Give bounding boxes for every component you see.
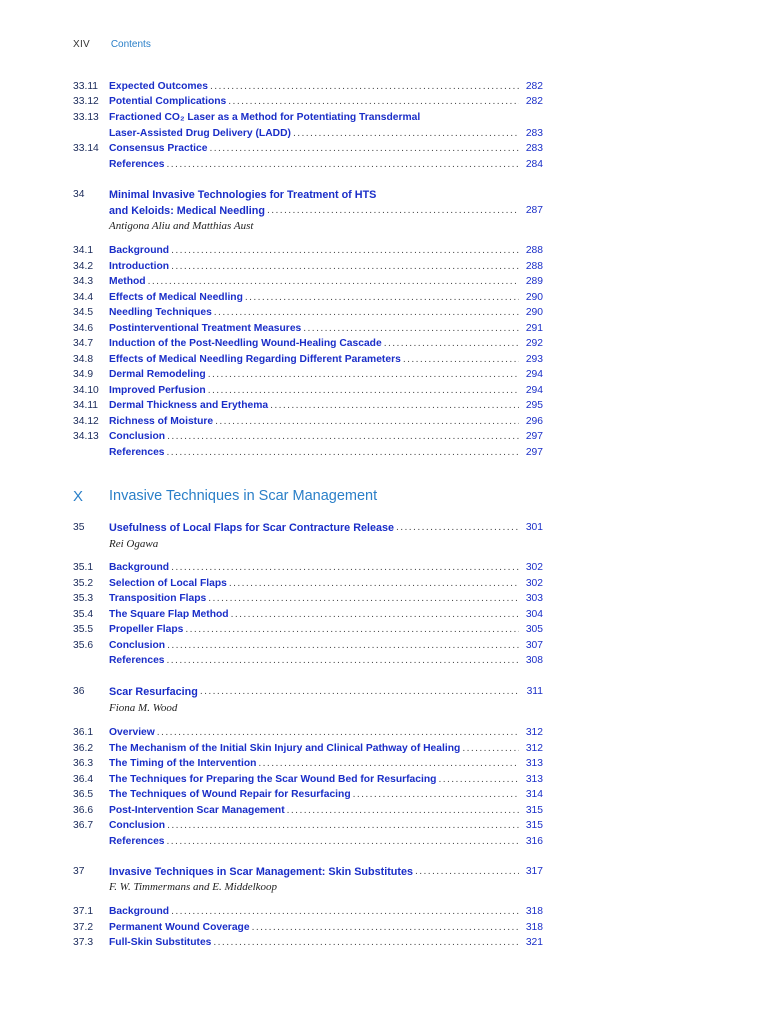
dot-leader — [157, 725, 519, 740]
page-number[interactable]: 318 — [525, 906, 543, 917]
toc-section-entry[interactable] — [73, 94, 543, 109]
toc-section-entry[interactable] — [73, 290, 543, 305]
chapter-authors: Fiona M. Wood — [109, 702, 178, 714]
entry-title-link[interactable]: Overview — [109, 727, 155, 738]
toc-section-entry[interactable] — [73, 787, 543, 802]
entry-number: 34.3 — [73, 276, 94, 287]
entry-number: 34.8 — [73, 354, 94, 365]
entry-leader — [109, 157, 525, 172]
entry-number: 34.1 — [73, 245, 94, 256]
entry-leader — [109, 560, 525, 575]
page-number[interactable]: 316 — [525, 836, 543, 847]
page-number[interactable]: 302 — [525, 578, 543, 589]
entry-title-link[interactable]: Dermal Thickness and Erythema — [109, 400, 269, 411]
entry-number: 35.1 — [73, 562, 94, 573]
page-number[interactable]: 282 — [525, 81, 543, 92]
entry-title-link[interactable]: Needling Techniques — [109, 307, 212, 318]
dot-leader — [171, 560, 519, 575]
dot-leader — [209, 141, 519, 156]
toc-section-entry[interactable] — [73, 591, 543, 606]
dot-leader — [208, 383, 519, 398]
dot-leader — [167, 157, 519, 172]
entry-number: 34.9 — [73, 369, 94, 380]
dot-leader — [228, 94, 519, 109]
entry-title-link[interactable]: The Techniques of Wound Repair for Resurfacing — [109, 789, 351, 800]
entry-leader — [109, 243, 525, 258]
entry-number: 33.14 — [73, 143, 99, 154]
page-number[interactable]: 287 — [525, 205, 543, 216]
page-number[interactable]: 289 — [525, 276, 543, 287]
dot-leader — [229, 576, 519, 591]
dot-leader — [231, 607, 519, 622]
toc-section-entry[interactable] — [73, 79, 543, 94]
dot-leader — [171, 259, 519, 274]
toc-section-entry[interactable] — [73, 772, 543, 787]
entry-title-link[interactable]: Dermal Remodeling — [109, 369, 206, 380]
entry-number: 34 — [73, 189, 85, 200]
entry-number: 36.6 — [73, 805, 94, 816]
entry-number — [73, 203, 109, 219]
page-number[interactable]: 317 — [525, 866, 543, 877]
entry-leader — [109, 290, 525, 305]
entry-number: 35.5 — [73, 624, 94, 635]
page-number[interactable]: 283 — [525, 128, 543, 139]
toc-section-entry[interactable] — [73, 576, 543, 591]
entry-leader — [109, 398, 525, 413]
entry-leader — [109, 445, 525, 460]
dot-leader — [167, 638, 519, 653]
dot-leader — [462, 741, 519, 756]
toc-section-entry[interactable] — [73, 321, 543, 336]
entry-title-link[interactable]: Laser-Assisted Drug Delivery (LADD) — [109, 128, 291, 139]
entry-number: 35.6 — [73, 640, 94, 651]
toc-section-entry[interactable] — [73, 756, 543, 771]
entry-leader — [109, 803, 525, 818]
entry-title-link[interactable]: Method — [109, 276, 146, 287]
entry-title-link[interactable]: Conclusion — [109, 820, 166, 831]
dot-leader — [148, 274, 519, 289]
entry-leader — [109, 414, 525, 429]
part-title[interactable]: Invasive Techniques in Scar Management — [109, 488, 378, 504]
entry-title-link[interactable]: Fractioned CO₂ Laser as a Method for Potentiating Transdermal — [109, 112, 421, 123]
entry-number: 33.13 — [73, 112, 99, 123]
page-number[interactable]: 301 — [525, 522, 543, 533]
toc-section-entry[interactable] — [73, 367, 543, 382]
entry-title-link[interactable]: Background — [109, 562, 170, 573]
dot-leader — [438, 772, 519, 787]
page-number[interactable]: 291 — [525, 323, 543, 334]
entry-leader — [109, 520, 525, 536]
page-number[interactable]: 304 — [525, 609, 543, 620]
chapter-authors: F. W. Timmermans and E. Middelkoop — [109, 881, 278, 893]
running-title: Contents — [110, 39, 151, 50]
entry-leader — [109, 352, 525, 367]
dot-leader — [303, 321, 519, 336]
dot-leader — [210, 79, 519, 94]
toc-chapter-entry[interactable] — [73, 684, 543, 700]
page-number[interactable]: 303 — [525, 593, 543, 604]
dot-leader — [171, 904, 519, 919]
entry-number: 34.7 — [73, 338, 94, 349]
chapter-authors: Rei Ogawa — [109, 538, 159, 550]
dot-leader — [270, 398, 519, 413]
entry-number: 33.12 — [73, 96, 99, 107]
page-number[interactable]: 307 — [525, 640, 543, 651]
entry-leader — [109, 110, 525, 125]
toc-section-entry[interactable] — [73, 741, 543, 756]
toc-section-entry[interactable] — [73, 414, 543, 429]
entry-leader — [109, 274, 525, 289]
toc-section-entry[interactable] — [73, 274, 543, 289]
page-number[interactable]: 313 — [525, 758, 543, 769]
entry-title-link[interactable]: References — [109, 447, 165, 458]
page-number[interactable]: 288 — [525, 261, 543, 272]
toc-section-entry[interactable] — [73, 622, 543, 637]
dot-leader — [213, 935, 519, 950]
entry-number: 33.11 — [73, 81, 99, 92]
page-number[interactable]: 290 — [525, 292, 543, 303]
page-number[interactable]: 313 — [525, 774, 543, 785]
entry-leader — [109, 864, 525, 880]
entry-title-link[interactable]: Improved Perfusion — [109, 385, 206, 396]
dot-leader — [208, 367, 519, 382]
entry-title-link[interactable]: Invasive Techniques in Scar Management: Skin Substitutes — [109, 866, 413, 878]
entry-title-link[interactable]: The Mechanism of the Initial Skin Injury and Clinical Pathway of Healing — [109, 743, 461, 754]
toc-section-entry[interactable] — [73, 259, 543, 274]
dot-leader — [403, 352, 519, 367]
page-number[interactable]: 318 — [525, 922, 543, 933]
dot-leader — [171, 243, 519, 258]
entry-title-link[interactable]: The Square Flap Method — [109, 609, 229, 620]
entry-title-link[interactable]: References — [109, 836, 165, 847]
toc-section-entry[interactable] — [73, 398, 543, 413]
page-number[interactable] — [525, 187, 543, 203]
entry-number: 36 — [73, 686, 85, 697]
page-number[interactable]: 305 — [525, 624, 543, 635]
toc-section-entry[interactable] — [73, 920, 543, 935]
entry-leader — [109, 367, 525, 382]
entry-title-link[interactable]: Propeller Flaps — [109, 624, 184, 635]
dot-leader — [267, 203, 519, 219]
entry-title-link[interactable]: Scar Resurfacing — [109, 686, 198, 698]
entry-leader — [109, 383, 525, 398]
toc-section-entry[interactable] — [73, 638, 543, 653]
entry-leader — [109, 126, 525, 141]
entry-leader — [109, 725, 525, 740]
entry-number: 35 — [73, 522, 85, 533]
dot-leader — [353, 787, 519, 802]
entry-leader — [109, 741, 525, 756]
entry-number: 37.3 — [73, 937, 94, 948]
toc-section-entry[interactable] — [73, 126, 543, 141]
entry-number: 36.3 — [73, 758, 94, 769]
dot-leader — [245, 290, 519, 305]
entry-number: 34.12 — [73, 416, 99, 427]
entry-title-link[interactable]: Background — [109, 245, 170, 256]
page-number[interactable]: 312 — [525, 743, 543, 754]
entry-title-link[interactable]: Full-Skin Substitutes — [109, 937, 212, 948]
dot-leader — [167, 445, 519, 460]
entry-title-link[interactable]: Transposition Flaps — [109, 593, 207, 604]
entry-number — [73, 126, 109, 141]
entry-number — [73, 834, 109, 849]
part-number: X — [73, 487, 84, 505]
toc-section-entry[interactable] — [73, 803, 543, 818]
entry-number: 36.2 — [73, 743, 94, 754]
entry-title-link[interactable]: Consensus Practice — [109, 143, 208, 154]
page-number[interactable]: 296 — [525, 416, 543, 427]
dot-leader — [167, 429, 519, 444]
entry-leader — [109, 336, 525, 351]
entry-number: 37.2 — [73, 922, 94, 933]
page-number[interactable]: 302 — [525, 562, 543, 573]
entry-number — [73, 445, 109, 460]
page-number[interactable]: 315 — [525, 805, 543, 816]
toc-section-entry[interactable] — [73, 560, 543, 575]
page-number[interactable]: 284 — [525, 159, 543, 170]
entry-number: 34.10 — [73, 385, 99, 396]
entry-leader — [109, 787, 525, 802]
entry-title-link[interactable]: Effects of Medical Needling — [109, 292, 243, 303]
entry-number: 34.6 — [73, 323, 94, 334]
entry-title-link[interactable]: Effects of Medical Needling Regarding Different Parameters — [109, 354, 401, 365]
entry-leader — [109, 684, 525, 700]
entry-title-link[interactable]: Minimal Invasive Technologies for Treatment of HTS — [109, 189, 377, 201]
entry-leader — [109, 203, 525, 219]
dot-leader — [396, 520, 519, 536]
entry-title-link[interactable]: Permanent Wound Coverage — [109, 922, 250, 933]
page-number[interactable]: 297 — [525, 447, 543, 458]
toc-section-entry[interactable] — [73, 904, 543, 919]
page-roman-numeral: XIV — [73, 39, 91, 50]
entry-title-link[interactable]: The Timing of the Intervention — [109, 758, 257, 769]
page-number[interactable]: 295 — [525, 400, 543, 411]
toc-section-entry[interactable] — [73, 141, 543, 156]
entry-title-link[interactable]: Introduction — [109, 261, 170, 272]
page-number[interactable]: 315 — [525, 820, 543, 831]
page-number[interactable]: 297 — [525, 431, 543, 442]
entry-title-link[interactable]: Background — [109, 906, 170, 917]
toc-section-entry[interactable] — [73, 725, 543, 740]
entry-title-link[interactable]: Induction of the Post-Needling Wound-Healing Cascade — [109, 338, 382, 349]
dot-leader — [185, 622, 519, 637]
toc-chapter-entry[interactable] — [73, 520, 543, 536]
dot-leader — [258, 756, 519, 771]
entry-number: 34.5 — [73, 307, 94, 318]
page-number[interactable]: 292 — [525, 338, 543, 349]
page-number[interactable]: 288 — [525, 245, 543, 256]
entry-leader — [109, 187, 525, 203]
entry-number: 34.2 — [73, 261, 94, 272]
entry-leader — [109, 79, 525, 94]
entry-number — [73, 653, 109, 668]
toc-chapter-entry[interactable] — [73, 187, 543, 203]
entry-title-link[interactable]: Conclusion — [109, 640, 166, 651]
entry-title-link[interactable]: Post-Intervention Scar Management — [109, 805, 285, 816]
entry-leader — [109, 321, 525, 336]
entry-title-link[interactable]: References — [109, 655, 165, 666]
entry-leader — [109, 607, 525, 622]
toc-section-entry[interactable] — [73, 607, 543, 622]
toc-chapter-entry[interactable] — [73, 864, 543, 880]
toc-section-entry[interactable] — [73, 818, 543, 833]
toc-section-entry[interactable] — [73, 834, 543, 849]
entry-leader — [109, 904, 525, 919]
entry-leader — [109, 429, 525, 444]
page-number[interactable] — [525, 110, 543, 125]
entry-leader — [109, 305, 525, 320]
entry-number: 34.13 — [73, 431, 99, 442]
page-number[interactable]: 293 — [525, 354, 543, 365]
page-number[interactable]: 290 — [525, 307, 543, 318]
entry-leader — [109, 818, 525, 833]
entry-number — [73, 157, 109, 172]
dot-leader — [287, 803, 519, 818]
dot-leader — [384, 336, 519, 351]
toc-chapter-entry-cont[interactable] — [73, 203, 543, 219]
entry-title-link[interactable]: and Keloids: Medical Needling — [109, 205, 265, 217]
entry-leader — [109, 591, 525, 606]
entry-leader — [109, 653, 525, 668]
entry-leader — [109, 259, 525, 274]
entry-leader — [109, 920, 525, 935]
page-number[interactable]: 321 — [525, 937, 543, 948]
entry-number: 35.3 — [73, 593, 94, 604]
entry-leader — [109, 772, 525, 787]
page-number[interactable]: 314 — [525, 789, 543, 800]
entry-leader — [109, 141, 525, 156]
page-number[interactable]: 283 — [525, 143, 543, 154]
page-number[interactable]: 308 — [525, 655, 543, 666]
entry-leader — [109, 834, 525, 849]
entry-number: 34.11 — [73, 400, 99, 411]
toc-section-entry[interactable] — [73, 243, 543, 258]
dot-leader — [215, 414, 519, 429]
toc-section-entry[interactable] — [73, 429, 543, 444]
entry-leader — [109, 622, 525, 637]
entry-title-link[interactable]: Potential Complications — [109, 96, 227, 107]
chapter-authors: Antigona Aliu and Matthias Aust — [109, 220, 254, 232]
toc-section-entry[interactable] — [73, 653, 543, 668]
entry-title-link[interactable]: Usefulness of Local Flaps for Scar Contracture Release — [109, 522, 395, 534]
part-heading[interactable] — [73, 486, 377, 506]
dot-leader — [167, 818, 519, 833]
page-number[interactable]: 312 — [525, 727, 543, 738]
dot-leader — [167, 834, 519, 849]
toc-section-entry[interactable] — [73, 336, 543, 351]
page-number[interactable]: 294 — [525, 369, 543, 380]
toc-section-entry[interactable] — [73, 445, 543, 460]
dot-leader — [293, 126, 519, 141]
toc-section-entry[interactable] — [73, 110, 543, 125]
entry-title-link[interactable]: Selection of Local Flaps — [109, 578, 227, 589]
entry-leader — [109, 94, 525, 109]
entry-number: 35.2 — [73, 578, 94, 589]
dot-leader — [167, 653, 519, 668]
running-header — [73, 38, 151, 52]
toc-section-entry[interactable] — [73, 352, 543, 367]
entry-number: 35.4 — [73, 609, 94, 620]
entry-number: 36.5 — [73, 789, 94, 800]
entry-title-link[interactable]: Postinterventional Treatment Measures — [109, 323, 302, 334]
dot-leader — [200, 684, 519, 700]
entry-leader — [109, 576, 525, 591]
toc-section-entry[interactable] — [73, 935, 543, 950]
entry-leader — [109, 935, 525, 950]
toc-section-entry[interactable] — [73, 305, 543, 320]
entry-number: 36.1 — [73, 727, 94, 738]
entry-number: 34.4 — [73, 292, 94, 303]
entry-title-link[interactable]: Conclusion — [109, 431, 166, 442]
page-number[interactable]: 311 — [526, 686, 543, 697]
entry-leader — [109, 638, 525, 653]
entry-number: 36.7 — [73, 820, 94, 831]
page-number[interactable]: 294 — [525, 385, 543, 396]
entry-title-link[interactable]: References — [109, 159, 165, 170]
entry-title-link[interactable]: Expected Outcomes — [109, 81, 208, 92]
dot-leader — [208, 591, 519, 606]
entry-title-link[interactable]: The Techniques for Preparing the Scar Wound Bed for Resurfacing — [109, 774, 437, 785]
dot-leader — [214, 305, 519, 320]
toc-section-entry[interactable] — [73, 157, 543, 172]
toc-section-entry[interactable] — [73, 383, 543, 398]
dot-leader — [252, 920, 519, 935]
entry-number: 36.4 — [73, 774, 94, 785]
entry-leader — [109, 756, 525, 771]
entry-number: 37 — [73, 866, 85, 877]
entry-number: 37.1 — [73, 906, 94, 917]
entry-title-link[interactable]: Richness of Moisture — [109, 416, 214, 427]
dot-leader — [415, 864, 519, 880]
page-number[interactable]: 282 — [525, 96, 543, 107]
